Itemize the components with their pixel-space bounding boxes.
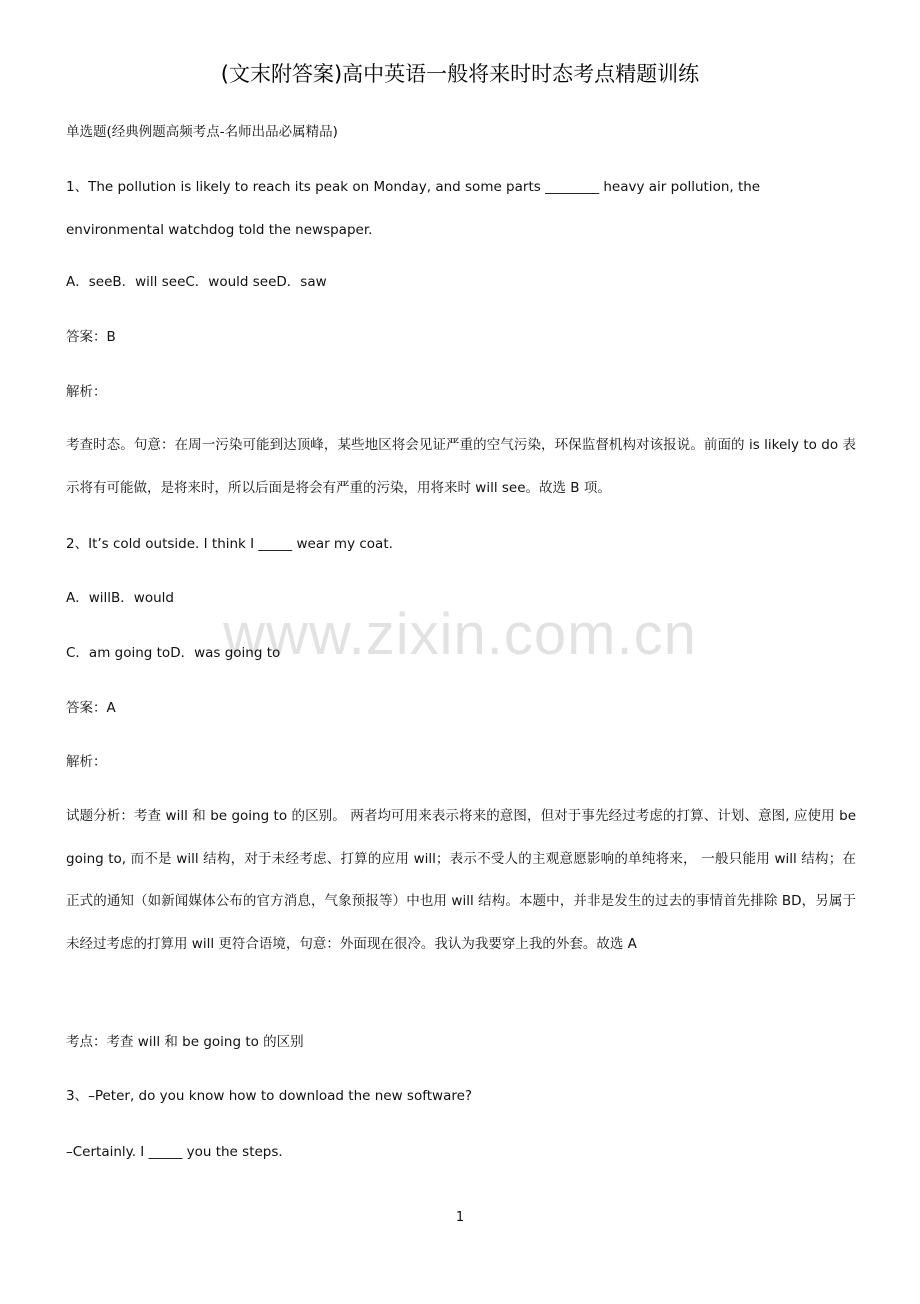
question-2-knowledge-point: 考点：考查 will 和 be going to 的区别 [66,1034,304,1050]
question-2-analysis: 试题分析：考查 will 和 be going to 的区别。 两者均可用来表示将来的意图，但对于事先经过考虑的打算、计划、意图, 应使用 be going to, 而不是 will 结构，对于未经考虑、打算的应用 will；表示不受人的主观意愿影响的单纯将来， 一般只能用 will 结构；在正式的通知（如新闻媒体公布的官方消息，气象预报等）中也用 will 结构。本题中，并非是发生的过去的事情首先排除 BD，另属于未经过考虑的打算用 will 更符合语境，句意：外面现在很冷。我认为我要穿上我的外套。故选 A [66,808,856,952]
question-1-options: A．seeB．will seeC．would seeD．saw [66,274,327,290]
page-title: (文末附答案)高中英语一般将来时时态考点精题训练 [220,62,700,86]
question-1-analysis-label: 解析： [66,384,107,400]
question-1-analysis: 考查时态。句意：在周一污染可能到达顶峰，某些地区将会见证严重的空气污染，环保监督机构对该报说。前面的 is likely to do 表示将有可能做，是将来时，所以后面是将会有严重的污染，用将来时 will see。故选 B 项。 [66,437,856,496]
question-3-stem-line-2: –Certainly. I _____ you the steps. [66,1144,283,1160]
watermark: www.zixin.com.cn [223,602,697,667]
question-1-stem-line-1: 1、The pollution is likely to reach its peak on Monday, and some parts ________ heavy air pollution, the [66,179,761,195]
section-heading: 单选题(经典例题高频考点-名师出品必属精品) [66,124,338,140]
question-2-options-line-1: A．willB．would [66,590,174,606]
question-1-answer: 答案：B [66,329,116,345]
question-2-stem: 2、It’s cold outside. I think I _____ wear my coat. [66,536,393,552]
question-1-stem-line-2: environmental watchdog told the newspaper. [66,222,373,238]
question-2-analysis-label: 解析： [66,754,107,770]
question-2-answer: 答案：A [66,700,116,716]
question-2-options-line-2: C．am going toD．was going to [66,645,281,661]
page-number: 1 [455,1210,465,1225]
question-3-stem-line-1: 3、–Peter, do you know how to download the new software? [66,1088,473,1104]
